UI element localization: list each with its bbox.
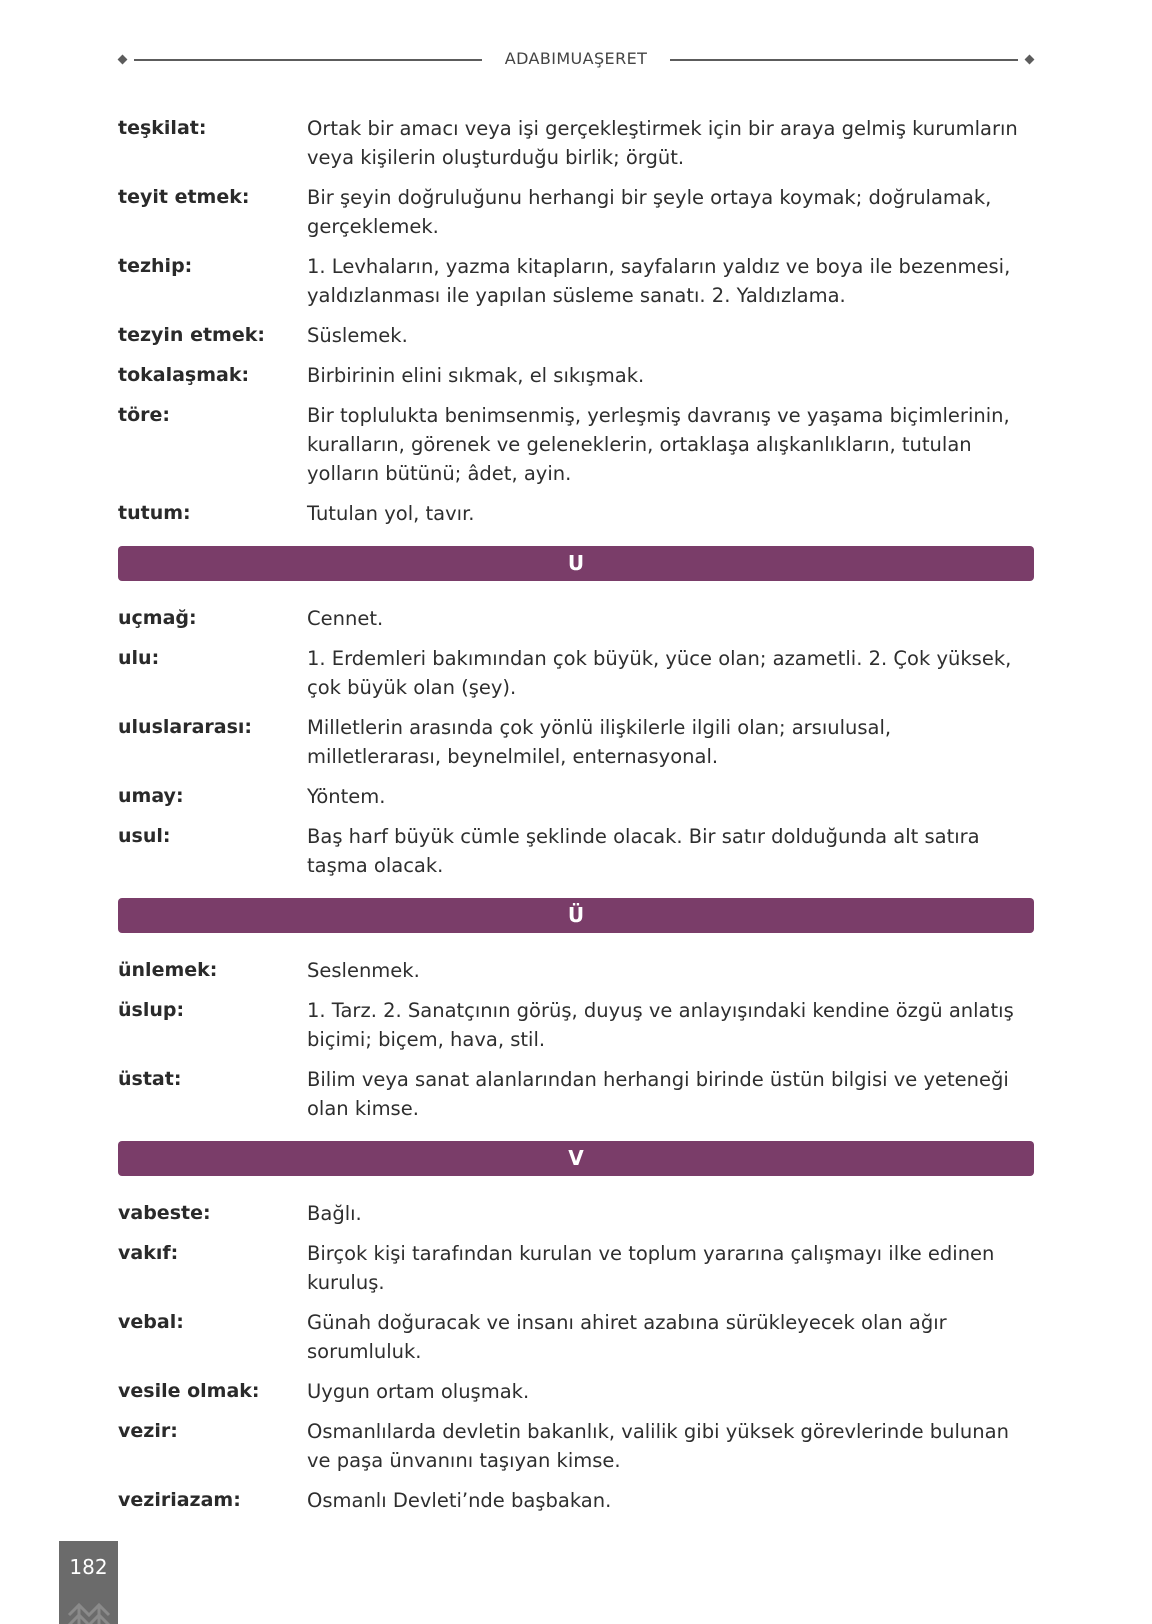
glossary-definition: Bir şeyin doğruluğunu herhangi bir şeyle ortaya koymak; doğrulamak, gerçeklemek. (307, 186, 992, 238)
glossary-term: töre: (118, 404, 170, 426)
glossary-definition: Bir toplulukta benimsenmiş, yerleşmiş davranış ve yaşama biçimlerinin, kuralların, görenek ve geleneklerin, ortaklaşa alışkanlıkların, tutulan yolların bütünü; âdet, ayin. (307, 404, 1010, 485)
glossary-definition: Yöntem. (307, 785, 386, 808)
glossary-term: tezyin etmek: (118, 324, 265, 346)
glossary-term: üstat: (118, 1068, 182, 1090)
glossary-entry (118, 499, 1034, 528)
glossary-list (118, 114, 1034, 1526)
glossary-definition: Ortak bir amacı veya işi gerçekleştirmek için bir araya gelmiş kurumların veya kişilerin oluşturduğu birlik; örgüt. (307, 117, 1018, 169)
glossary-term: tezhip: (118, 255, 193, 277)
glossary-term: umay: (118, 785, 184, 807)
glossary-entry (118, 604, 1034, 633)
knot-ornament-icon (63, 1593, 115, 1624)
glossary-entry (118, 183, 1034, 241)
glossary-entry (118, 1486, 1034, 1515)
glossary-definition: Bilim veya sanat alanlarından herhangi birinde üstün bilgisi ve yeteneği olan kimse. (307, 1068, 1009, 1120)
glossary-definition: Süslemek. (307, 324, 408, 347)
glossary-term: usul: (118, 825, 171, 847)
letter-section-header: Ü (118, 898, 1034, 933)
header-right-diamond-ornament (1025, 55, 1035, 65)
page-number: 182 (69, 1555, 108, 1579)
glossary-entry (118, 782, 1034, 811)
glossary-definition: Bağlı. (307, 1202, 362, 1225)
glossary-definition: Tutulan yol, tavır. (307, 502, 475, 525)
glossary-definition: Osmanlı Devleti’nde başbakan. (307, 1489, 612, 1512)
header-left-rule (134, 59, 482, 61)
glossary-definition: Birçok kişi tarafından kurulan ve toplum yararına çalışmayı ilke edinen kuruluş. (307, 1242, 995, 1294)
glossary-term: uluslararası: (118, 716, 253, 738)
glossary-term: tutum: (118, 502, 191, 524)
glossary-entry (118, 252, 1034, 310)
glossary-term: teşkilat: (118, 117, 207, 139)
glossary-entry (118, 1308, 1034, 1366)
glossary-definition: Baş harf büyük cümle şeklinde olacak. Bir satır dolduğunda alt satıra taşma olacak. (307, 825, 980, 877)
glossary-entry (118, 1417, 1034, 1475)
glossary-entry (118, 361, 1034, 390)
glossary-definition: 1. Erdemleri bakımından çok büyük, yüce olan; azametli. 2. Çok yüksek, çok büyük olan (şey). (307, 647, 1012, 699)
glossary-entry (118, 996, 1034, 1054)
glossary-term: vabeste: (118, 1202, 211, 1224)
glossary-entry (118, 401, 1034, 488)
glossary-entry (118, 644, 1034, 702)
running-title: ADABIMUAŞERET (504, 49, 648, 68)
header-left-diamond-ornament (118, 55, 128, 65)
glossary-definition: 1. Levhaların, yazma kitapların, sayfaların yaldız ve boya ile bezenmesi, yaldızlanması ile yapılan süsleme sanatı. 2. Yaldızlama. (307, 255, 1011, 307)
glossary-definition: Uygun ortam oluşmak. (307, 1380, 530, 1403)
glossary-definition: Milletlerin arasında çok yönlü ilişkilerle ilgili olan; arsıulusal, milletlerarası, beynelmilel, enternasyonal. (307, 716, 892, 768)
glossary-entry (118, 1065, 1034, 1123)
glossary-term: vesile olmak: (118, 1380, 260, 1402)
letter-section-header: V (118, 1141, 1034, 1176)
glossary-term: vakıf: (118, 1242, 179, 1264)
glossary-term: üslup: (118, 999, 185, 1021)
glossary-term: teyit etmek: (118, 186, 250, 208)
glossary-term: uçmağ: (118, 607, 197, 629)
glossary-definition: 1. Tarz. 2. Sanatçının görüş, duyuş ve anlayışındaki kendine özgü anlatış biçimi; biçem, hava, stil. (307, 999, 1014, 1051)
glossary-definition: Birbirinin elini sıkmak, el sıkışmak. (307, 364, 645, 387)
glossary-definition: Osmanlılarda devletin bakanlık, valilik gibi yüksek görevlerinde bulunan ve paşa ünvanını taşıyan kimse. (307, 1420, 1009, 1472)
glossary-term: ünlemek: (118, 959, 218, 981)
glossary-term: ulu: (118, 647, 160, 669)
glossary-term: veziriazam: (118, 1489, 241, 1511)
glossary-definition: Cennet. (307, 607, 384, 630)
glossary-entry (118, 1199, 1034, 1228)
page-number-tab (59, 1541, 118, 1624)
letter-section-header: U (118, 546, 1034, 581)
glossary-entry (118, 1377, 1034, 1406)
glossary-definition: Seslenmek. (307, 959, 420, 982)
glossary-entry (118, 1239, 1034, 1297)
glossary-term: vezir: (118, 1420, 178, 1442)
glossary-entry (118, 114, 1034, 172)
glossary-entry (118, 713, 1034, 771)
glossary-entry (118, 956, 1034, 985)
glossary-entry (118, 321, 1034, 350)
glossary-entry (118, 822, 1034, 880)
glossary-term: vebal: (118, 1311, 184, 1333)
header-right-rule (670, 59, 1018, 61)
glossary-term: tokalaşmak: (118, 364, 250, 386)
glossary-definition: Günah doğuracak ve insanı ahiret azabına sürükleyecek olan ağır sorumluluk. (307, 1311, 947, 1363)
page-header (0, 0, 1152, 80)
